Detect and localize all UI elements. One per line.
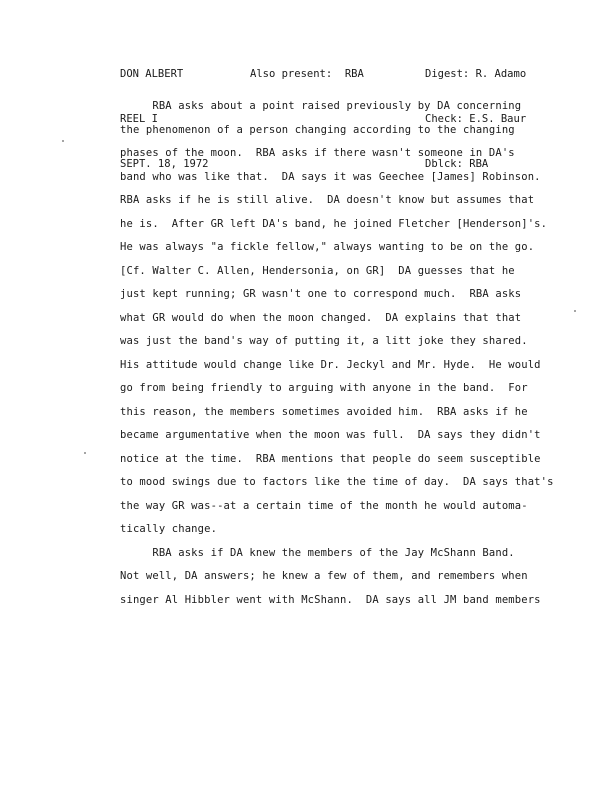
body-line: Not well, DA answers; he knew a few of them, and remembers when	[120, 570, 528, 582]
scan-speck	[84, 452, 86, 454]
interview-date: SEPT. 18, 1972	[120, 158, 209, 170]
body-line: singer Al Hibbler went with McShann. DA says all JM band members	[120, 593, 541, 606]
check-credit: Check: E.S. Baur	[425, 113, 527, 125]
body-line: [Cf. Walter C. Allen, Hendersonia, on GR] DA guesses that he	[120, 264, 515, 277]
body-line: was just the band's way of putting it, a litt joke they shared.	[120, 335, 528, 347]
body-line: he is. After GR left DA's band, he joined Fletcher [Henderson]'s.	[120, 217, 548, 230]
body-line: to mood swings due to factors like the time of day. DA says that's	[120, 476, 554, 488]
body-line: the phenomenon of a person changing according to the changing	[120, 123, 515, 136]
body-line: RBA asks about a point raised previously by DA concerning	[120, 100, 522, 112]
body-line: this reason, the members sometimes avoided him. RBA asks if he	[120, 405, 528, 418]
body-line: RBA asks if DA knew the members of the Jay McShann Band.	[120, 546, 515, 559]
body-line: RBA asks if he is still alive. DA doesn't know but assumes that	[120, 194, 535, 206]
body-line: His attitude would change like Dr. Jeckyl and Mr. Hyde. He would	[120, 358, 541, 371]
body-line: phases of the moon. RBA asks if there wasn't someone in DA's	[120, 147, 515, 159]
body-line: the way GR was--at a certain time of the month he would automa-	[120, 499, 528, 512]
body-line: became argumentative when the moon was full. DA says they didn't	[120, 429, 541, 441]
dblck-credit: Dblck: RBA	[425, 158, 489, 170]
also-present: Also present: RBA	[250, 68, 364, 80]
reel-number: REEL I	[120, 113, 158, 125]
interviewee-name: DON ALBERT	[120, 68, 184, 80]
body-line: go from being friendly to arguing with anyone in the band. For	[120, 382, 528, 394]
body-line: He was always "a fickle fellow," always wanting to be on the go.	[120, 241, 535, 253]
body-line: what GR would do when the moon changed. DA explains that that	[120, 311, 522, 324]
digest-credit: Digest: R. Adamo	[425, 68, 527, 80]
body-line: band who was like that. DA says it was Geechee [James] Robinson.	[120, 170, 541, 183]
body-line: just kept running; GR wasn't one to correspond much. RBA asks	[120, 288, 522, 300]
scan-speck	[574, 310, 576, 312]
digest-body	[120, 95, 570, 612]
body-line: notice at the time. RBA mentions that people do seem susceptible	[120, 452, 541, 465]
scan-speck	[62, 140, 64, 142]
body-line: tically change.	[120, 523, 218, 535]
